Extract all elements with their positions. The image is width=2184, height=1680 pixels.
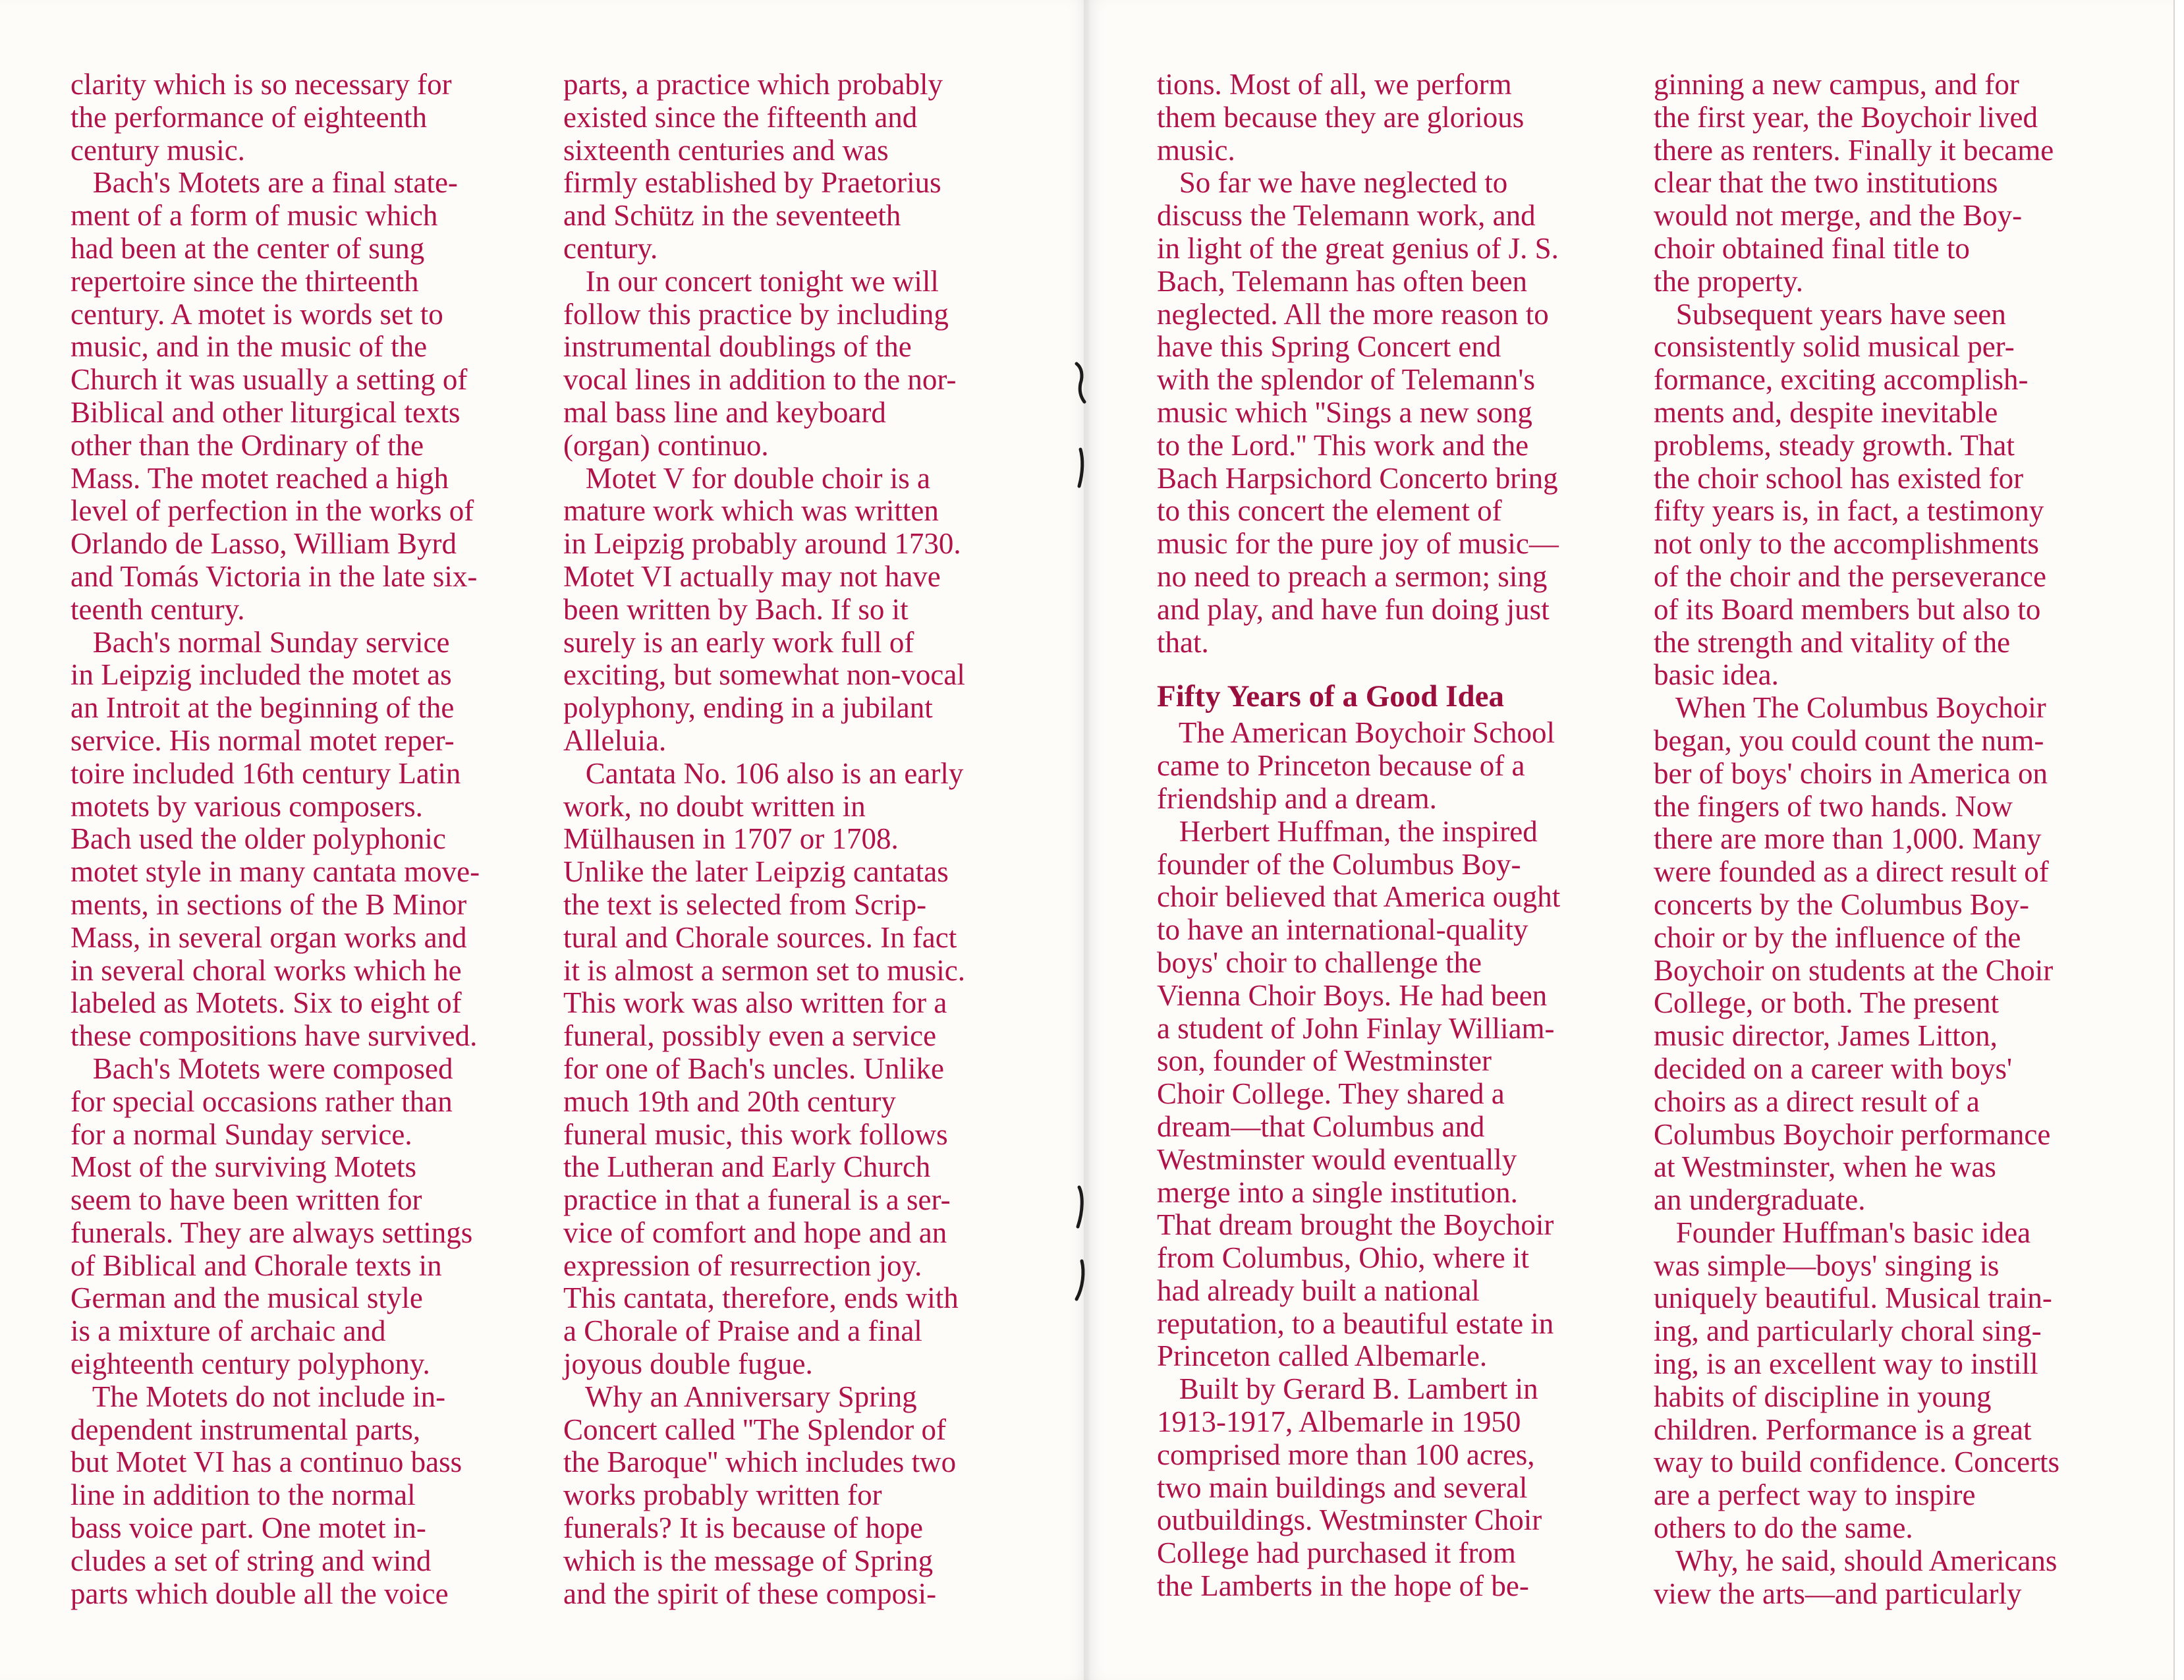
text-line: basic idea. — [1654, 658, 1779, 692]
text-line: music which ''Sings a new song — [1157, 395, 1532, 429]
text-line: The Motets do not include in- — [70, 1380, 446, 1413]
text-line: choir or by the influence of the — [1654, 920, 2021, 954]
text-line: no need to preach a sermon; sing — [1157, 559, 1548, 593]
text-line: for a normal Sunday service. — [70, 1117, 412, 1151]
text-column-3 — [1157, 69, 1560, 1603]
text-line: of Biblical and Chorale texts in — [70, 1248, 442, 1282]
text-line: ing, is an excellent way to instill — [1654, 1347, 2038, 1381]
text-line: labeled as Motets. Six to eight of — [70, 986, 462, 1020]
text-line: level of perfection in the works of — [70, 494, 474, 528]
staple-icon — [1071, 445, 1088, 491]
text-line: to the Lord.'' This work and the — [1157, 428, 1529, 462]
text-line: parts which double all the voice — [70, 1577, 449, 1610]
text-line: not only to the accomplishments — [1654, 527, 2039, 561]
text-column-2 — [563, 69, 965, 1610]
text-line: Built by Gerard B. Lambert in — [1157, 1372, 1538, 1406]
text-line: Why, he said, should Americans — [1654, 1544, 2058, 1577]
text-line: instrumental doublings of the — [563, 330, 912, 364]
text-line: tural and Chorale sources. In fact — [563, 920, 957, 954]
text-line: outbuildings. Westminster Choir — [1157, 1503, 1542, 1537]
text-line: choir believed that America ought — [1157, 880, 1561, 914]
text-line: uniquely beautiful. Musical train- — [1654, 1281, 2052, 1315]
text-line: motets by various composers. — [70, 789, 423, 823]
text-line: the Lamberts in the hope of be- — [1157, 1569, 1529, 1603]
text-line: mature work which was written — [563, 494, 939, 528]
text-line: the property. — [1654, 264, 1803, 298]
text-line: bass voice part. One motet in- — [70, 1511, 426, 1545]
text-line: Bach's Motets were composed — [70, 1051, 453, 1085]
text-line: the choir school has existed for — [1654, 461, 2024, 495]
text-line: merge into a single institution. — [1157, 1175, 1518, 1209]
text-line: Bach's Motets are a final state- — [70, 166, 458, 200]
text-line: choir obtained final title to — [1654, 231, 1970, 265]
text-line: Mass, in several organ works and — [70, 920, 467, 954]
binding-gutter — [1084, 0, 1090, 1680]
text-line: cludes a set of string and wind — [70, 1544, 432, 1577]
text-line: Church it was usually a setting of — [70, 363, 468, 397]
text-line: That dream brought the Boychoir — [1157, 1208, 1554, 1242]
text-line: ing, and particularly choral sing- — [1654, 1314, 2042, 1348]
text-line: to this concert the element of — [1157, 494, 1502, 528]
text-line: a Chorale of Praise and a final — [563, 1314, 922, 1348]
text-line: that. — [1157, 625, 1209, 659]
text-line: century. — [563, 231, 658, 265]
text-line: follow this practice by including — [563, 297, 949, 331]
text-line: Westminster would eventually — [1157, 1142, 1517, 1176]
text-line: teenth century. — [70, 592, 245, 626]
text-column-4 — [1654, 69, 2059, 1610]
text-line: works probably written for — [563, 1478, 882, 1512]
text-line: toire included 16th century Latin — [70, 756, 461, 790]
text-line: a student of John Finlay William- — [1157, 1011, 1555, 1045]
section-heading: Fifty Years of a Good Idea — [1157, 679, 1504, 714]
text-line: son, founder of Westminster — [1157, 1044, 1492, 1078]
text-line: Choir College. They shared a — [1157, 1077, 1505, 1111]
text-line: in Leipzig included the motet as — [70, 658, 452, 692]
text-line: So far we have neglected to — [1157, 166, 1508, 200]
staple-icon — [1071, 361, 1088, 407]
text-line: Motet VI actually may not have — [563, 559, 941, 593]
text-line: ginning a new campus, and for — [1654, 68, 2019, 101]
text-line: dream—that Columbus and — [1157, 1109, 1485, 1143]
text-line: concerts by the Columbus Boy- — [1654, 887, 2029, 921]
text-line: vocal lines in addition to the nor- — [563, 363, 957, 397]
text-line: of its Board members but also to — [1654, 592, 2041, 626]
text-line: it is almost a sermon set to music. — [563, 953, 965, 987]
text-line: Motet V for double choir is a — [563, 461, 931, 495]
page-edge — [2173, 0, 2184, 1680]
text-line: sixteenth centuries and was — [563, 133, 889, 167]
text-line: in Leipzig probably around 1730. — [563, 527, 961, 561]
text-line: work, no doubt written in — [563, 789, 866, 823]
text-line: came to Princeton because of a — [1157, 749, 1525, 783]
text-line: to have an international-quality — [1157, 913, 1528, 947]
text-line: these compositions have survived. — [70, 1019, 478, 1053]
text-line: century. A motet is words set to — [70, 297, 443, 331]
text-line: the Lutheran and Early Church — [563, 1150, 931, 1184]
text-line: the strength and vitality of the — [1654, 625, 2011, 659]
text-line: for one of Bach's uncles. Unlike — [563, 1051, 944, 1085]
text-line: were founded as a direct result of — [1654, 855, 2049, 889]
text-line: habits of discipline in young — [1654, 1380, 1992, 1413]
text-line: way to build confidence. Concerts — [1654, 1445, 2060, 1479]
staple-icon — [1071, 1185, 1088, 1231]
text-line: began, you could count the num- — [1654, 723, 2044, 757]
text-line: century music. — [70, 133, 245, 167]
text-line: seem to have been written for — [70, 1183, 422, 1217]
text-line: funerals. They are always settings — [70, 1216, 473, 1249]
text-line: Biblical and other liturgical texts — [70, 395, 461, 429]
text-line: with the splendor of Telemann's — [1157, 363, 1536, 397]
text-line: have this Spring Concert end — [1157, 330, 1501, 364]
text-line: In our concert tonight we will — [563, 264, 939, 298]
text-line: funeral music, this work follows — [563, 1117, 948, 1151]
text-line: in light of the great genius of J. S. — [1157, 231, 1559, 265]
text-line: (organ) continuo. — [563, 428, 769, 462]
text-line: is a mixture of archaic and — [70, 1314, 386, 1348]
text-line: decided on a career with boys' — [1654, 1051, 2013, 1085]
text-line: boys' choir to challenge the — [1157, 945, 1482, 979]
text-line: fifty years is, in fact, a testimony — [1654, 494, 2044, 528]
text-line: ber of boys' choirs in America on — [1654, 756, 2048, 790]
text-line: consistently solid musical per- — [1654, 330, 2015, 364]
text-line: parts, a practice which probably — [563, 68, 943, 101]
text-line: other than the Ordinary of the — [70, 428, 424, 462]
text-line: the text is selected from Scrip- — [563, 887, 927, 921]
text-line: repertoire since the thirteenth — [70, 264, 419, 298]
text-line: eighteenth century polyphony. — [70, 1347, 430, 1381]
text-line: Columbus Boychoir performance — [1654, 1117, 2051, 1151]
text-line: firmly established by Praetorius — [563, 166, 941, 200]
text-line: Princeton called Albemarle. — [1157, 1339, 1488, 1373]
text-line: had already built a national — [1157, 1274, 1480, 1307]
text-line: Subsequent years have seen — [1654, 297, 2006, 331]
text-line: of the choir and the perseverance — [1654, 559, 2046, 593]
text-line: This cantata, therefore, ends with — [563, 1281, 959, 1315]
text-line: Bach Harpsichord Concerto bring — [1157, 461, 1558, 495]
text-line: The American Boychoir School — [1157, 716, 1555, 750]
text-line: choirs as a direct result of a — [1654, 1084, 1980, 1118]
text-line: there are more than 1,000. Many — [1654, 822, 2042, 856]
text-line: Orlando de Lasso, William Byrd — [70, 527, 457, 561]
text-line: joyous double fugue. — [563, 1347, 813, 1381]
text-column-1 — [70, 69, 480, 1610]
text-line: view the arts—and particularly — [1654, 1577, 2022, 1610]
text-line: and the spirit of these composi- — [563, 1577, 937, 1610]
text-line: vice of comfort and hope and an — [563, 1216, 947, 1249]
text-line: are a perfect way to inspire — [1654, 1478, 1976, 1512]
text-line: and play, and have fun doing just — [1157, 592, 1550, 626]
text-line: in several choral works which he — [70, 953, 462, 987]
text-line: Mass. The motet reached a high — [70, 461, 449, 495]
text-line: Bach, Telemann has often been — [1157, 264, 1528, 298]
text-line: ments and, despite inevitable — [1654, 395, 1998, 429]
text-line: was simple—boys' singing is — [1654, 1248, 2000, 1282]
text-line: others to do the same. — [1654, 1511, 1913, 1545]
text-line: existed since the fifteenth and — [563, 100, 918, 134]
text-line: for special occasions rather than — [70, 1084, 453, 1118]
text-line: problems, steady growth. That — [1654, 428, 2015, 462]
text-line: motet style in many cantata move- — [70, 855, 480, 889]
text-line: and Schütz in the seventeeth — [563, 199, 901, 233]
text-line: the Baroque'' which includes two — [563, 1445, 957, 1479]
text-line: When The Columbus Boychoir — [1654, 691, 2046, 725]
text-line: neglected. All the more reason to — [1157, 297, 1549, 331]
text-line: an Introit at the beginning of the — [70, 691, 455, 725]
text-line: music director, James Litton, — [1654, 1019, 1998, 1053]
text-line: Herbert Huffman, the inspired — [1157, 814, 1538, 848]
text-line: Bach used the older polyphonic — [70, 822, 446, 856]
text-line: Alleluia. — [563, 723, 667, 757]
text-line: ment of a form of music which — [70, 199, 438, 233]
text-line: funeral, possibly even a service — [563, 1019, 937, 1053]
text-line: which is the message of Spring — [563, 1544, 934, 1577]
text-line: them because they are glorious — [1157, 100, 1525, 134]
text-line: formance, exciting accomplish- — [1654, 363, 2029, 397]
text-line: there as renters. Finally it became — [1654, 133, 2054, 167]
text-line: Mülhausen in 1707 or 1708. — [563, 822, 899, 856]
text-line: polyphony, ending in a jubilant — [563, 691, 933, 725]
text-line: exciting, but somewhat non-vocal — [563, 658, 965, 692]
text-line: service. His normal motet reper- — [70, 723, 455, 757]
text-line: the performance of eighteenth — [70, 100, 427, 134]
staple-icon — [1071, 1258, 1088, 1304]
text-line: 1913-1917, Albemarle in 1950 — [1157, 1405, 1521, 1439]
text-line: two main buildings and several — [1157, 1470, 1528, 1504]
text-line: and Tomás Victoria in the late six- — [70, 559, 478, 593]
text-line: College had purchased it from — [1157, 1536, 1516, 1570]
text-line: Founder Huffman's basic idea — [1654, 1216, 2031, 1249]
text-line: expression of resurrection joy. — [563, 1248, 922, 1282]
text-line: founder of the Columbus Boy- — [1157, 847, 1521, 881]
text-line: the fingers of two hands. Now — [1654, 789, 2013, 823]
text-line: music for the pure joy of music— — [1157, 527, 1559, 561]
text-line: College, or both. The present — [1654, 986, 2000, 1020]
text-line: line in addition to the normal — [70, 1478, 416, 1512]
text-line: practice in that a funeral is a ser- — [563, 1183, 951, 1217]
text-line: tions. Most of all, we perform — [1157, 68, 1512, 101]
text-line: clear that the two institutions — [1654, 166, 1998, 200]
text-line: comprised more than 100 acres, — [1157, 1438, 1535, 1471]
text-line: children. Performance is a great — [1654, 1413, 2032, 1446]
text-line: Unlike the later Leipzig cantatas — [563, 855, 949, 889]
text-line: Why an Anniversary Spring — [563, 1380, 917, 1413]
text-line: Most of the surviving Motets — [70, 1150, 416, 1184]
text-line: Concert called ''The Splendor of — [563, 1413, 947, 1446]
text-line: friendship and a dream. — [1157, 781, 1437, 815]
text-line: had been at the center of sung — [70, 231, 425, 265]
text-line: been written by Bach. If so it — [563, 592, 909, 626]
text-line: clarity which is so necessary for — [70, 68, 452, 101]
text-line: Cantata No. 106 also is an early — [563, 756, 964, 790]
text-line: discuss the Telemann work, and — [1157, 199, 1536, 233]
text-line: dependent instrumental parts, — [70, 1413, 421, 1446]
text-line: This work was also written for a — [563, 986, 947, 1020]
text-line: much 19th and 20th century — [563, 1084, 896, 1118]
text-line: music. — [1157, 133, 1235, 167]
text-line: music, and in the music of the — [70, 330, 428, 364]
text-line: funerals? It is because of hope — [563, 1511, 924, 1545]
text-line: Boychoir on students at the Choir — [1654, 953, 2054, 987]
text-line: at Westminster, when he was — [1654, 1150, 1996, 1184]
text-line: surely is an early work full of — [563, 625, 914, 659]
text-line: the first year, the Boychoir lived — [1654, 100, 2038, 134]
text-line: would not merge, and the Boy- — [1654, 199, 2023, 233]
text-line: Vienna Choir Boys. He had been — [1157, 978, 1548, 1012]
text-line: German and the musical style — [70, 1281, 423, 1315]
text-line: reputation, to a beautiful estate in — [1157, 1306, 1554, 1340]
text-line: mal bass line and keyboard — [563, 395, 886, 429]
text-line: Bach's normal Sunday service — [70, 625, 450, 659]
text-line: from Columbus, Ohio, where it — [1157, 1241, 1529, 1275]
text-line: an undergraduate. — [1654, 1183, 1866, 1217]
text-line: ments, in sections of the B Minor — [70, 887, 467, 921]
text-line: but Motet VI has a continuo bass — [70, 1445, 462, 1479]
